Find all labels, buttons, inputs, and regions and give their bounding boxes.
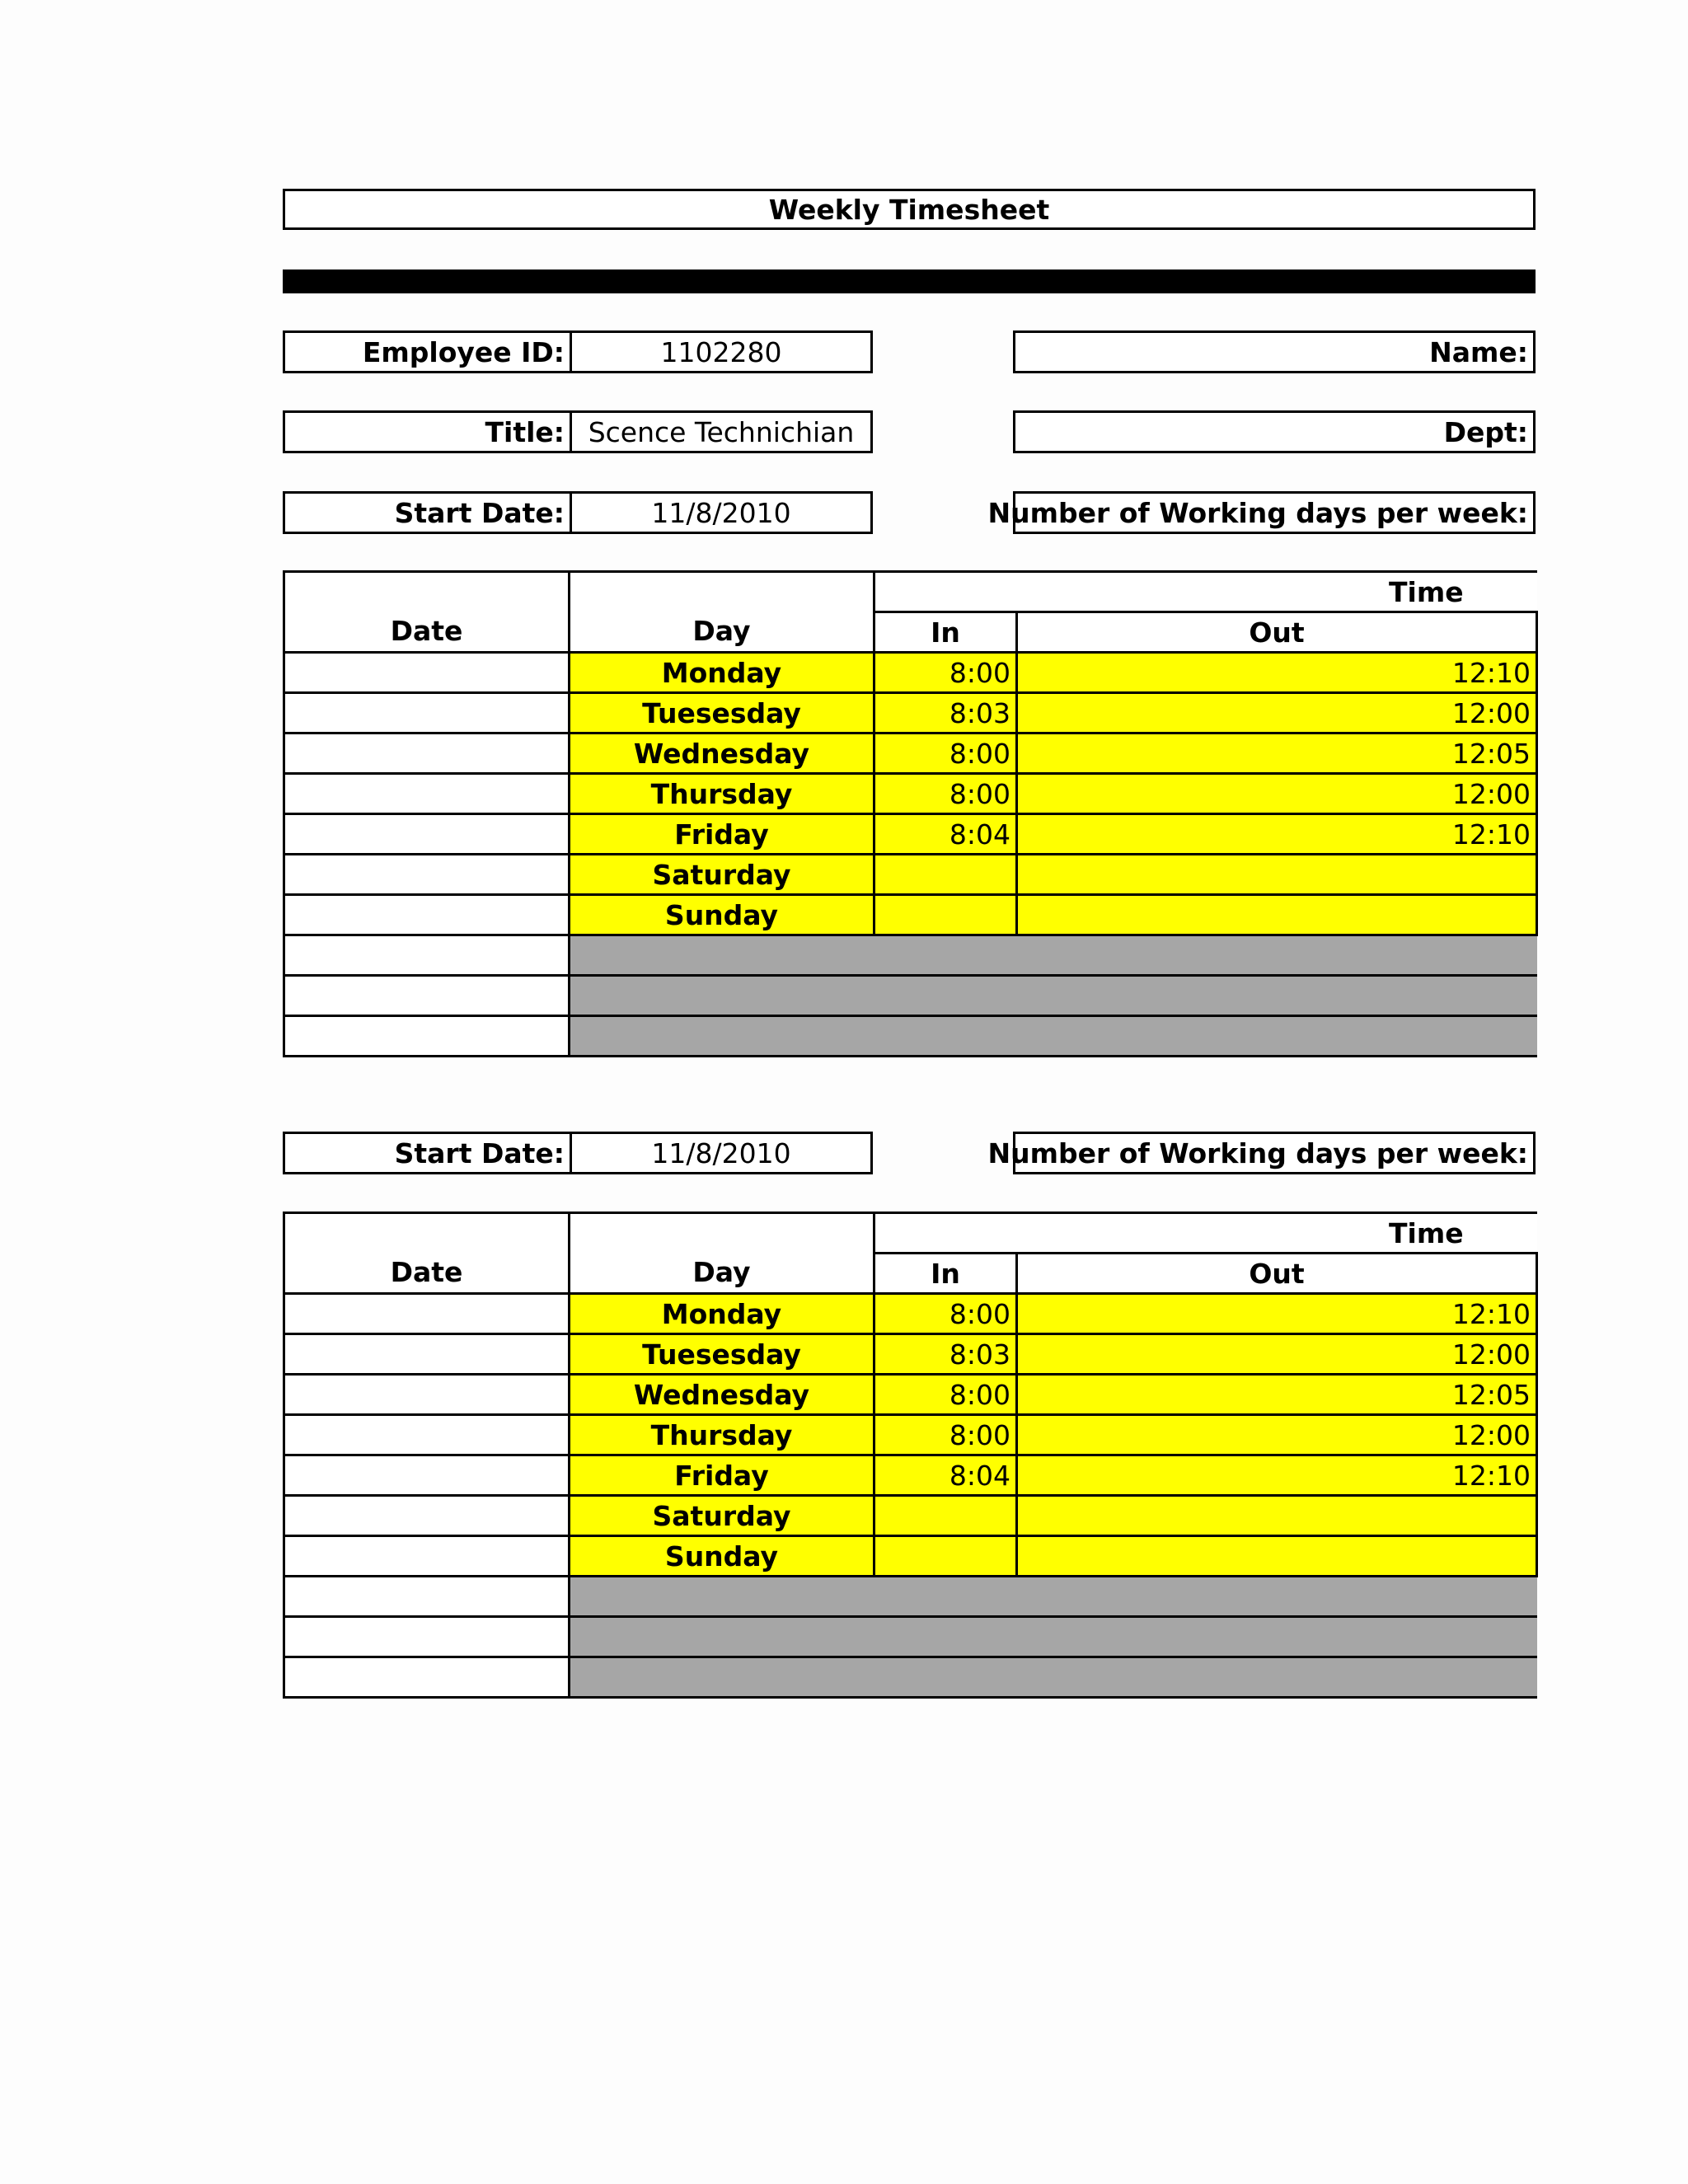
day-cell: Sunday bbox=[570, 895, 874, 935]
employee-id-field bbox=[283, 330, 873, 373]
day-cell: Friday bbox=[570, 814, 874, 855]
shaded-cell bbox=[570, 935, 1537, 976]
working-days-label: Number of Working days per week: bbox=[987, 496, 1528, 529]
time-header: Time bbox=[874, 572, 1537, 612]
time-in-cell[interactable]: 8:00 bbox=[874, 1415, 1017, 1455]
day-cell: Sunday bbox=[570, 1536, 874, 1577]
time-in-cell[interactable]: 8:00 bbox=[874, 653, 1017, 693]
in-header: In bbox=[874, 1254, 1017, 1294]
day-header: Day bbox=[570, 1213, 874, 1294]
date-cell[interactable] bbox=[284, 895, 570, 935]
table-row bbox=[284, 1294, 1537, 1334]
date-cell[interactable] bbox=[284, 1375, 570, 1415]
time-out-cell[interactable] bbox=[1017, 895, 1537, 935]
shaded-cell bbox=[570, 1617, 1537, 1657]
time-in-cell[interactable] bbox=[874, 1496, 1017, 1536]
timesheet-title: Weekly Timesheet bbox=[283, 189, 1536, 230]
date-cell[interactable] bbox=[284, 1496, 570, 1536]
table-row bbox=[284, 733, 1537, 774]
shaded-row bbox=[284, 1617, 1537, 1657]
time-in-cell[interactable] bbox=[874, 1536, 1017, 1577]
day-cell: Wednesday bbox=[570, 733, 874, 774]
time-out-cell[interactable] bbox=[1017, 855, 1537, 895]
time-out-cell[interactable]: 12:00 bbox=[1017, 1415, 1537, 1455]
time-out-cell[interactable]: 12:00 bbox=[1017, 774, 1537, 814]
time-in-cell[interactable] bbox=[874, 895, 1017, 935]
table-row bbox=[284, 814, 1537, 855]
date-cell[interactable] bbox=[284, 1657, 570, 1698]
table-row bbox=[284, 653, 1537, 693]
working-days-field bbox=[987, 491, 1536, 534]
time-in-cell[interactable]: 8:00 bbox=[874, 733, 1017, 774]
start-date-value[interactable]: 11/8/2010 bbox=[570, 1134, 870, 1172]
day-cell: Monday bbox=[570, 653, 874, 693]
time-in-cell[interactable]: 8:03 bbox=[874, 1334, 1017, 1375]
time-out-cell[interactable]: 12:10 bbox=[1017, 814, 1537, 855]
table-row bbox=[284, 895, 1537, 935]
out-header: Out bbox=[1017, 1254, 1537, 1294]
shaded-row bbox=[284, 976, 1537, 1016]
date-cell[interactable] bbox=[284, 733, 570, 774]
time-in-cell[interactable]: 8:00 bbox=[874, 774, 1017, 814]
table-row bbox=[284, 1334, 1537, 1375]
timesheet-table bbox=[283, 1212, 1536, 1699]
date-cell[interactable] bbox=[284, 1415, 570, 1455]
start-date-label: Start Date: bbox=[394, 496, 565, 529]
day-cell: Wednesday bbox=[570, 1375, 874, 1415]
header-divider-bar bbox=[283, 269, 1536, 293]
shaded-cell bbox=[570, 976, 1537, 1016]
date-cell[interactable] bbox=[284, 976, 570, 1016]
table-row bbox=[284, 693, 1537, 733]
title-label: Title: bbox=[485, 415, 565, 448]
time-out-cell[interactable]: 12:10 bbox=[1017, 1455, 1537, 1496]
time-in-cell[interactable]: 8:04 bbox=[874, 814, 1017, 855]
day-cell: Tuesesday bbox=[570, 1334, 874, 1375]
date-header: Date bbox=[284, 572, 570, 653]
time-in-cell[interactable]: 8:04 bbox=[874, 1455, 1017, 1496]
time-header: Time bbox=[874, 1213, 1537, 1254]
working-days-label: Number of Working days per week: bbox=[987, 1137, 1528, 1169]
time-out-cell[interactable]: 12:00 bbox=[1017, 693, 1537, 733]
table-row bbox=[284, 1496, 1537, 1536]
date-cell[interactable] bbox=[284, 1016, 570, 1057]
date-cell[interactable] bbox=[284, 1294, 570, 1334]
day-cell: Saturday bbox=[570, 855, 874, 895]
start-date-label: Start Date: bbox=[394, 1137, 565, 1169]
dept-label: Dept: bbox=[1443, 415, 1528, 448]
day-cell: Thursday bbox=[570, 1415, 874, 1455]
date-cell[interactable] bbox=[284, 774, 570, 814]
time-out-cell[interactable]: 12:05 bbox=[1017, 1375, 1537, 1415]
date-cell[interactable] bbox=[284, 1334, 570, 1375]
time-in-cell[interactable]: 8:03 bbox=[874, 693, 1017, 733]
shaded-cell bbox=[570, 1016, 1537, 1057]
employee-id-label: Employee ID: bbox=[362, 335, 565, 368]
start-date-field bbox=[283, 1132, 873, 1174]
start-date-value[interactable]: 11/8/2010 bbox=[570, 494, 870, 532]
date-cell[interactable] bbox=[284, 693, 570, 733]
day-header: Day bbox=[570, 572, 874, 653]
shaded-row bbox=[284, 1016, 1537, 1057]
table-row bbox=[284, 1415, 1537, 1455]
table-row bbox=[284, 1375, 1537, 1415]
table-row bbox=[284, 855, 1537, 895]
name-field bbox=[1013, 330, 1536, 373]
shaded-row bbox=[284, 935, 1537, 976]
start-date-field bbox=[283, 491, 873, 534]
table-row bbox=[284, 1536, 1537, 1577]
table-row bbox=[284, 1455, 1537, 1496]
date-cell[interactable] bbox=[284, 653, 570, 693]
time-out-cell[interactable]: 12:10 bbox=[1017, 653, 1537, 693]
in-header: In bbox=[874, 612, 1017, 653]
shaded-cell bbox=[570, 1577, 1537, 1617]
timesheet-table bbox=[283, 570, 1536, 1057]
shaded-row bbox=[284, 1657, 1537, 1698]
day-cell: Tuesesday bbox=[570, 693, 874, 733]
date-cell[interactable] bbox=[284, 935, 570, 976]
title-value[interactable]: Scence Technichian bbox=[570, 413, 870, 451]
time-out-cell[interactable]: 12:00 bbox=[1017, 1334, 1537, 1375]
day-cell: Monday bbox=[570, 1294, 874, 1334]
date-cell[interactable] bbox=[284, 855, 570, 895]
shaded-row bbox=[284, 1577, 1537, 1617]
time-out-cell[interactable] bbox=[1017, 1496, 1537, 1536]
time-out-cell[interactable]: 12:05 bbox=[1017, 733, 1537, 774]
day-cell: Saturday bbox=[570, 1496, 874, 1536]
time-in-cell[interactable]: 8:00 bbox=[874, 1375, 1017, 1415]
date-header: Date bbox=[284, 1213, 570, 1294]
date-cell[interactable] bbox=[284, 1617, 570, 1657]
title-field bbox=[283, 410, 873, 453]
date-cell[interactable] bbox=[284, 814, 570, 855]
time-in-cell[interactable] bbox=[874, 855, 1017, 895]
day-cell: Friday bbox=[570, 1455, 874, 1496]
shaded-cell bbox=[570, 1657, 1537, 1698]
day-cell: Thursday bbox=[570, 774, 874, 814]
time-in-cell[interactable]: 8:00 bbox=[874, 1294, 1017, 1334]
time-out-cell[interactable]: 12:10 bbox=[1017, 1294, 1537, 1334]
out-header: Out bbox=[1017, 612, 1537, 653]
dept-field bbox=[1013, 410, 1536, 453]
date-cell[interactable] bbox=[284, 1455, 570, 1496]
date-cell[interactable] bbox=[284, 1536, 570, 1577]
name-label: Name: bbox=[1429, 335, 1528, 368]
time-out-cell[interactable] bbox=[1017, 1536, 1537, 1577]
date-cell[interactable] bbox=[284, 1577, 570, 1617]
working-days-field bbox=[987, 1132, 1536, 1174]
employee-id-value[interactable]: 1102280 bbox=[570, 333, 870, 371]
table-row bbox=[284, 774, 1537, 814]
